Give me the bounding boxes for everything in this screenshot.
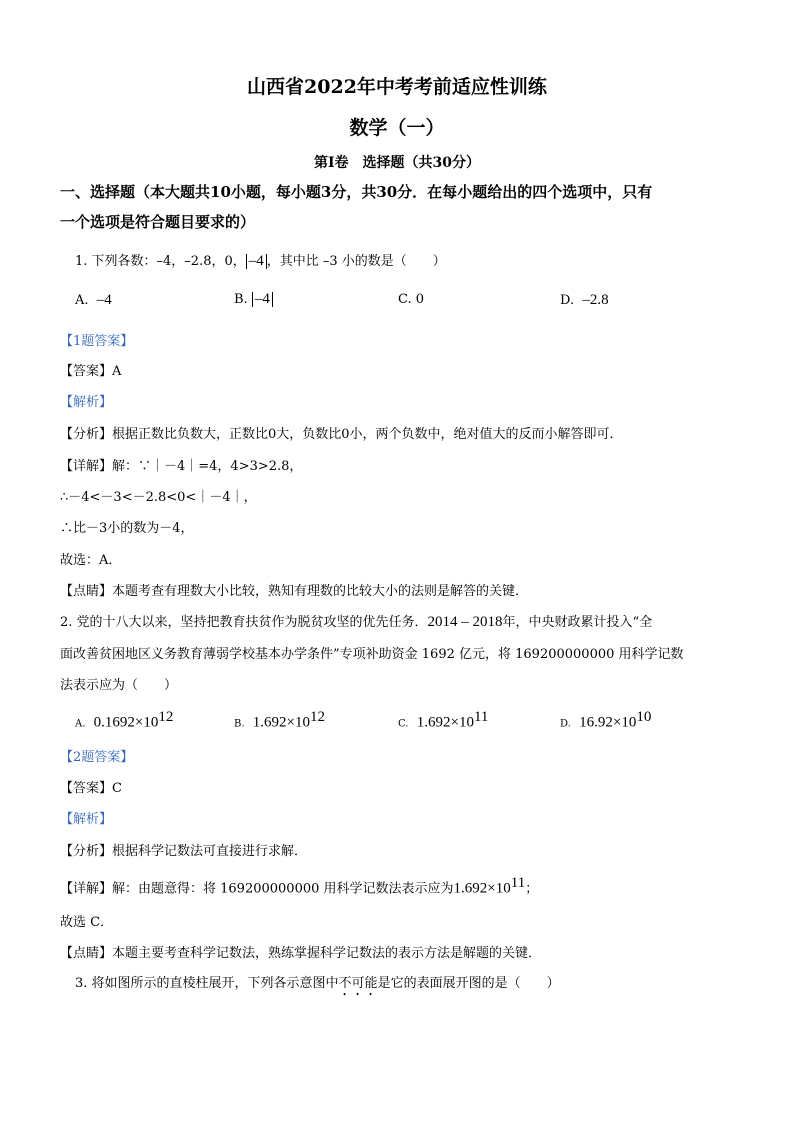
part-instruction-line2: 一个选项是符合题目要求的） (60, 213, 256, 231)
section-heading: 第I卷 选择题（共30分） (313, 155, 481, 171)
q3-stem: 3. 将如图所示的直棱柱展开，下列各示意图中不可能是它的表面展开图的是（ ） (75, 976, 560, 991)
part-instruction-line1: 一、选择题（本大题共10小题，每小题3分，共30分．在每小题给出的四个选项中，只有 (60, 183, 653, 201)
q2-option-c: C. $1.692\times 10^{11}$ (398, 709, 489, 731)
q2-xiangjie: 【详解】解：由题意得：将 169200000000 用科学记数法表示应为$1.692\times 10^{11}$； (60, 875, 539, 897)
q1-step1: ∴－4<－3<－2.8<0<｜－4｜， (60, 490, 257, 505)
q2-fenxi: 【分析】根据科学记数法可直接进行求解． (60, 844, 308, 859)
q1-step2: ∴比－3小的数为－4， (60, 521, 194, 536)
q1-dianjing: 【点睛】本题考查有理数大小比较，熟知有理数的比较大小的法则是解答的关键． (60, 584, 529, 599)
q1-answer: 【答案】A (60, 364, 122, 379)
document-subject: 数学（一） (349, 117, 445, 139)
q1-answer-tag: 【1题答案】 (60, 334, 134, 349)
q2-option-b: B. $1.692\times 10^{12}$ (234, 709, 326, 731)
q2-answer: 【答案】C (60, 781, 122, 796)
q2-stem-line1: 2. 党的十八大以来，坚持把教育扶贫作为脱贫攻坚的优先任务．2014 – 2018年，中央财政累计投入“全 (60, 614, 653, 630)
q1-analysis-tag: 【解析】 (60, 395, 113, 410)
q1-fenxi: 【分析】根据正数比负数大，正数比0大，负数比0小，两个负数中，绝对值大的反而小解答即可． (60, 427, 623, 442)
q1-option-c: C. 0 (398, 292, 425, 307)
q2-option-a: A. $0.1692\times 10^{12}$ (75, 709, 174, 731)
q1-xiangjie: 【详解】解：∵｜－4｜=4，4>3>2.8， (60, 459, 303, 474)
q2-answer-tag: 【2题答案】 (60, 750, 134, 765)
q1-stem-post: ，其中比 –3 小的数是（ ） (266, 254, 446, 269)
q2-conclusion: 故选 C． (60, 915, 114, 930)
q1-conclusion: 故选：A． (60, 553, 122, 568)
q2-stem-line3: 法表示应为（ ） (60, 678, 178, 693)
q3-emphasis: 不可能 (338, 976, 378, 991)
q1-option-a: A. –4 (75, 292, 112, 308)
q2-analysis-tag: 【解析】 (60, 812, 113, 827)
q2-option-d: D. $16.92\times 10^{10}$ (560, 709, 652, 731)
q2-dianjing: 【点睛】本题主要考查科学记数法，熟练掌握科学记数法的表示方法是解题的关键． (60, 946, 542, 961)
q1-option-d: D. –2.8 (560, 292, 609, 308)
q1-option-b: B. –4 (234, 292, 273, 307)
q1-stem (75, 250, 446, 269)
document-title: 山西省2022年中考考前适应性训练 (247, 76, 547, 98)
q2-stem-line2: 面改善贫困地区义务教育薄弱学校基本办学条件”专项补助资金 1692 亿元，将 169200000000 用科学记数 (60, 647, 684, 662)
q1-stem-pre: 1. 下列各数：–4，–2.8，0， (75, 254, 246, 269)
q1-stem-abs: –4 (246, 254, 267, 269)
